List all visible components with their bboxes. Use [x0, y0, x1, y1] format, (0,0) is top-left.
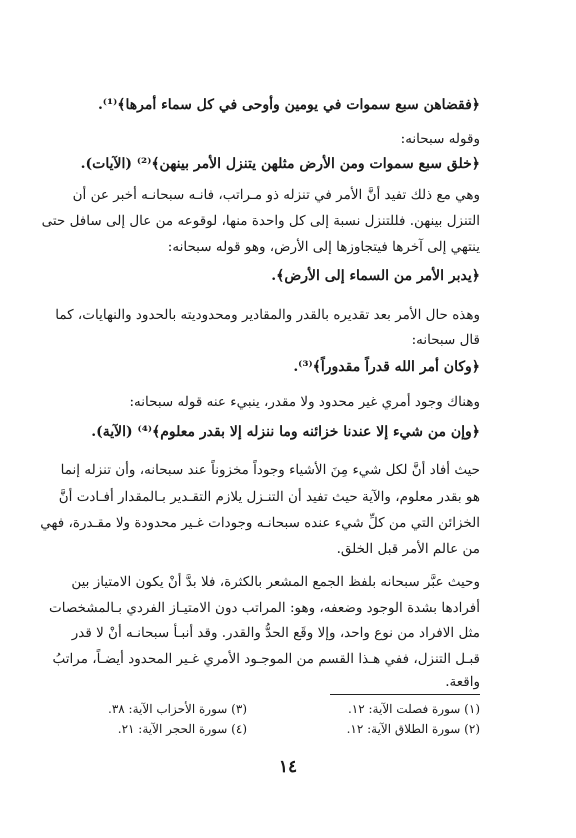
text-line: أفرادها بشدة الوجود وضعفه، وهو: المراتب دون الامتيـاز الفردي بـالمشخصات	[49, 600, 480, 616]
footnote: (١) سورة فصلت الآية: ١٢.	[347, 702, 480, 716]
text-line: مثل الافراد من نوع واحد، وإلا وقَع الحدُّ والقدر. وقد أنبـأ سبحانـه أنْ لا قدر	[71, 625, 480, 641]
text-line: وهي مع ذلك تفيد أنَّ الأمر في تنزله ذو مـراتب، فانـه سبحانـه أخبر عن أن	[72, 187, 480, 203]
quran-verse: ﴿خلق سبع سموات ومن الأرض مثلهن يتنزل الأمر بينهن﴾⁽²⁾ (الآيات).	[80, 156, 480, 172]
text-line: هو بقدر معلوم، والآية حيث تفيد أن التنـزل يلازم التقـدير بـالمقدار أفـادت أنَّ	[58, 489, 480, 505]
text-line: الخزائن التي من كلِّ شيء عنده سبحانـه وجودات غـير محدودة ولا مقـدرة، فهي	[40, 515, 480, 531]
text-line: وهذه حال الأمر بعد تقديره بالقدر والمقادير ومحدوديته بالحدود والنهايات، كما	[55, 307, 480, 323]
text-line: قبـل التنزل، ففي هـذا القسم من الموجـود الأمري غـير المحدود أيضـاً، مراتبُ	[52, 651, 480, 667]
text-line: وقوله سبحانه:	[400, 131, 480, 147]
footnote: (٣) سورة الأحزاب الآية: ٣٨.	[108, 702, 247, 716]
text-line: ينتهي إلى آخرها فيتجاوزها إلى الأرض، وهو قوله سبحانه:	[167, 239, 480, 255]
footnote-divider	[330, 694, 480, 695]
quran-verse: ﴿فقضاهن سبع سموات في يومين وأوحى في كل سماء أمرها﴾⁽¹⁾.	[97, 97, 480, 113]
text-line: من عالم الأمر قبل الخلق.	[336, 541, 480, 557]
text-line: واقعة.	[445, 674, 480, 690]
text-line: قال سبحانه:	[411, 332, 480, 348]
text-line: حيث أفاد أنَّ لكل شيء مِنَ الأشياء وجوداً مخزوناً عند سبحانه، وأن تنزله إنما	[60, 462, 480, 478]
quran-verse: ﴿يدبر الأمر من السماء إلى الأرض﴾.	[271, 268, 480, 284]
footnote: (٢) سورة الطلاق الآية: ١٢.	[346, 722, 480, 736]
text-line: وحيث عبَّر سبحانه بلفظ الجمع المشعر بالكثرة، فلا بدَّ أنْ يكون الامتياز بين	[71, 574, 480, 590]
page-number: ١٤	[278, 757, 298, 777]
footnote: (٤) سورة الحجر الآية: ٢١.	[117, 722, 247, 736]
text-line: وهناك وجود أمري غير محدود ولا مقدر، ينبيء عنه قوله سبحانه:	[129, 394, 480, 410]
text-line: التنزل بينهن. فللتنزل نسبة إلى كل واحدة منها، لوقوعه من عال إلى سافل حتى	[41, 213, 480, 229]
quran-verse: ﴿وإن من شيء إلا عندنا خزائنه وما ننزله إلا بقدر معلوم﴾⁽⁴⁾ (الآية).	[91, 424, 480, 440]
quran-verse: ﴿وكان أمر الله قدراً مقدوراً﴾⁽³⁾.	[293, 359, 480, 375]
